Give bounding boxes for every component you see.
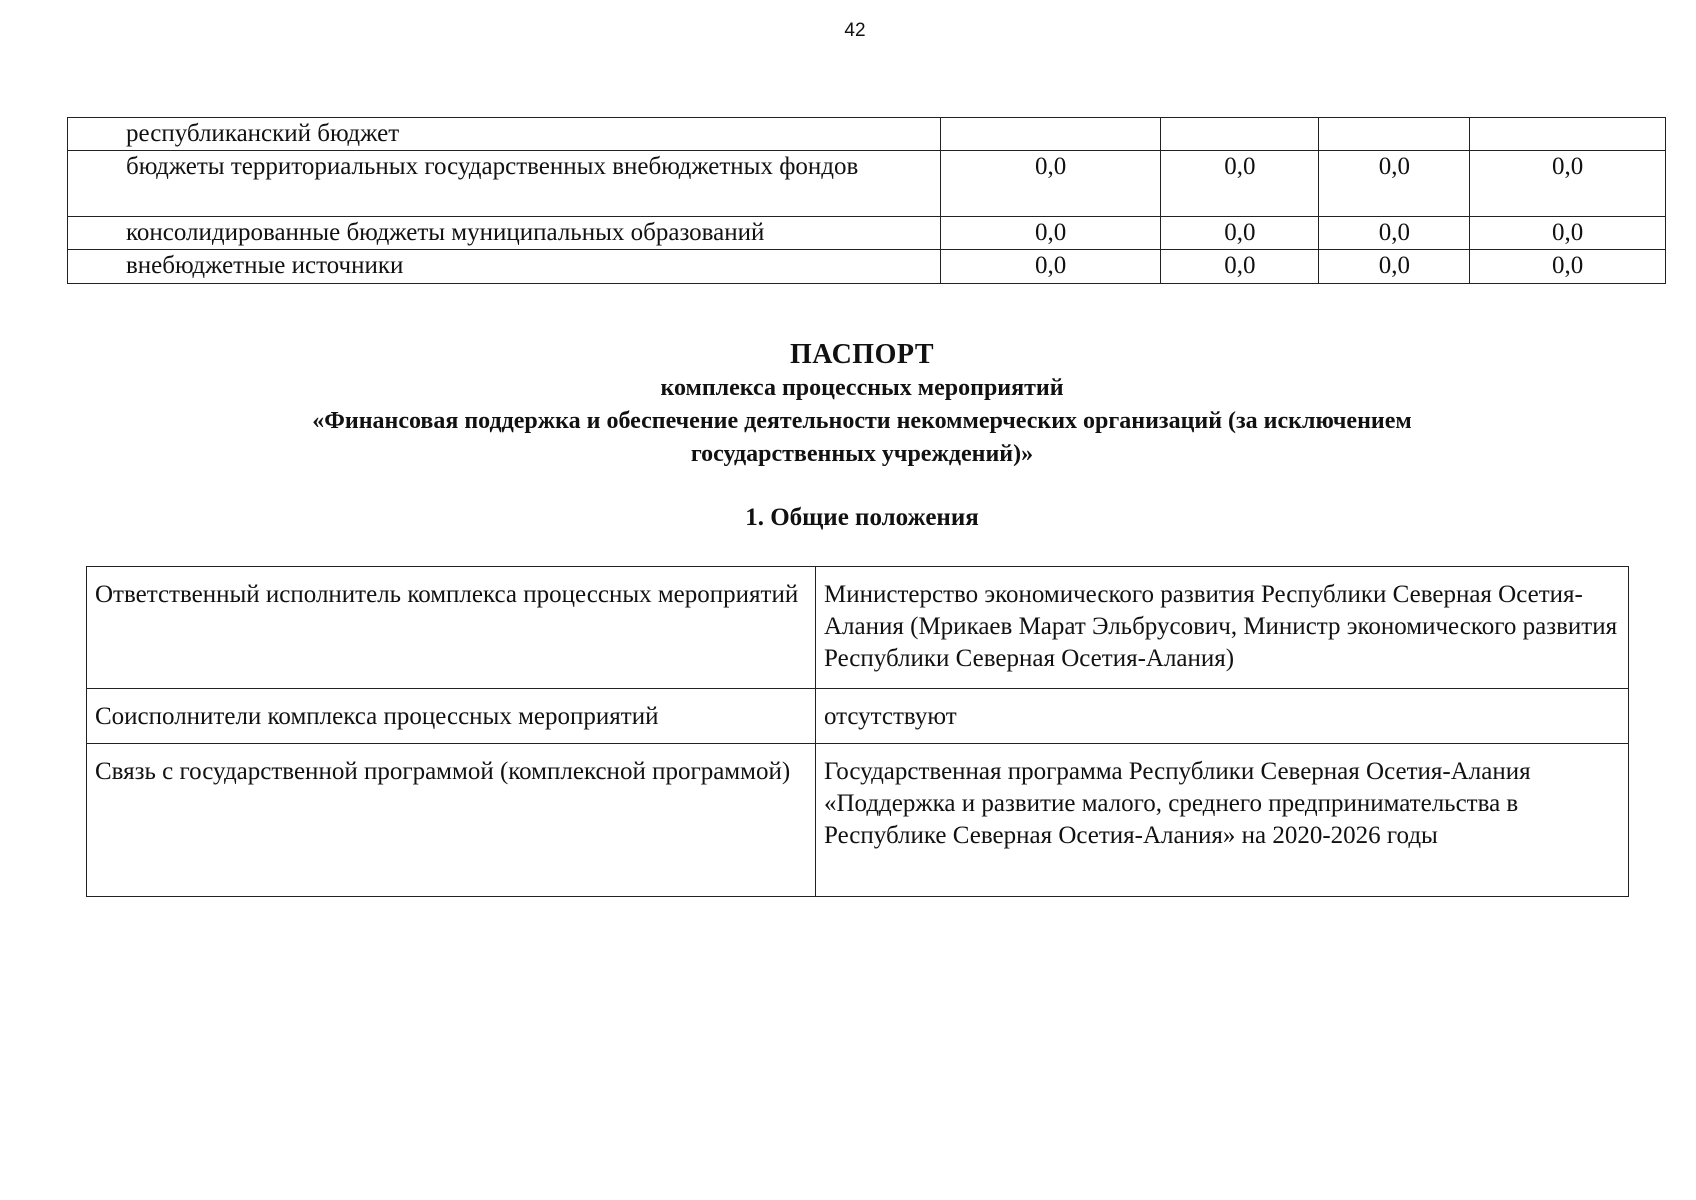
table-row — [68, 250, 1666, 284]
passport-subtitle-line-3: государственных учреждений)» — [690, 441, 1034, 467]
value-cell — [1319, 118, 1470, 151]
row-label: Ответственный исполнитель комплекса процессных мероприятий — [87, 567, 816, 689]
value-cell — [1161, 118, 1319, 151]
row-label: консолидированные бюджеты муниципальных образований — [68, 217, 941, 250]
row-label: республиканский бюджет — [68, 118, 941, 151]
table-row — [87, 567, 1629, 689]
table-row — [87, 744, 1629, 897]
table-row — [68, 118, 1666, 151]
value-cell: 0,0 — [1470, 151, 1666, 217]
value-cell: 0,0 — [940, 250, 1160, 284]
table-row — [68, 217, 1666, 250]
table-row — [68, 151, 1666, 217]
value-cell: 0,0 — [1319, 217, 1470, 250]
value-cell — [1470, 118, 1666, 151]
value-cell: 0,0 — [1161, 151, 1319, 217]
value-cell: 0,0 — [940, 217, 1160, 250]
general-provisions-table — [86, 566, 1629, 897]
passport-heading — [0, 338, 1696, 471]
funding-sources-table — [67, 117, 1666, 284]
value-cell — [940, 118, 1160, 151]
passport-subtitle-line-1: комплекса процессных мероприятий — [660, 375, 1064, 401]
row-label: Соисполнители комплекса процессных мероприятий — [87, 689, 816, 744]
value-cell: 0,0 — [1319, 151, 1470, 217]
page-number: 42 — [844, 20, 866, 41]
value-cell: 0,0 — [1319, 250, 1470, 284]
value-cell: 0,0 — [1470, 217, 1666, 250]
row-value: отсутствуют — [816, 689, 1629, 744]
value-cell: 0,0 — [1161, 250, 1319, 284]
passport-subtitle-line-2: «Финансовая поддержка и обеспечение деятельности некоммерческих организаций (за исключением — [312, 408, 1412, 434]
table-row — [87, 689, 1629, 744]
value-cell: 0,0 — [1161, 217, 1319, 250]
row-label: бюджеты территориальных государственных внебюджетных фондов — [68, 151, 941, 217]
row-label: внебюджетные источники — [68, 250, 941, 284]
section-heading: 1. Общие положения — [745, 504, 979, 531]
passport-title: ПАСПОРТ — [789, 339, 934, 370]
row-label: Связь с государственной программой (комплексной программой) — [87, 744, 816, 897]
value-cell: 0,0 — [940, 151, 1160, 217]
row-value: Министерство экономического развития Республики Северная Осетия-Алания (Мрикаев Марат Эльбрусович, Министр экономического развития Республики Северная Осетия-Алания) — [816, 567, 1629, 689]
row-value: Государственная программа Республики Северная Осетия-Алания «Поддержка и развитие малого, среднего предпринимательства в Республике Северная Осетия-Алания» на 2020-2026 годы — [816, 744, 1629, 897]
value-cell: 0,0 — [1470, 250, 1666, 284]
